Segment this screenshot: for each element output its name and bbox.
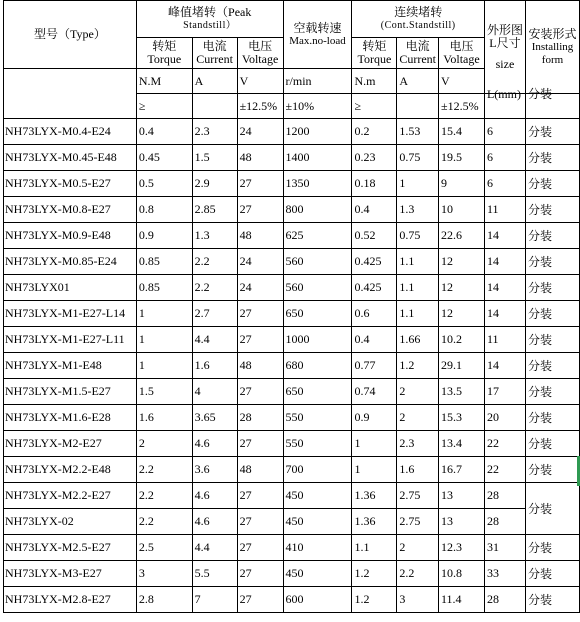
peak-current-cell: 4.6	[192, 483, 237, 509]
installing-form-cell: 分装	[525, 379, 579, 405]
peak-torque-cell: 2.2	[136, 457, 192, 483]
installing-form-condition: 分装	[525, 82, 579, 107]
cont-voltage-cell: 12	[439, 249, 485, 275]
cond-blank-cell	[4, 94, 137, 119]
installing-form-cell: 分装	[525, 171, 579, 197]
cont-voltage-tolerance: ±12.5%	[439, 94, 485, 119]
noload-speed-cell: 550	[283, 405, 352, 431]
peak-current-header: 电流 Current	[192, 38, 237, 69]
cont-torque-cell: 0.74	[352, 379, 397, 405]
peak-voltage-cell: 27	[237, 431, 283, 457]
model-cell: NH73LYX-M0.5-E27	[4, 171, 137, 197]
cont-voltage-cell: 19.5	[439, 145, 485, 171]
installing-form-cell: 分装	[525, 275, 579, 301]
installing-form-header: 安装形式 Installing form	[525, 1, 579, 94]
cont-current-cell: 1.1	[397, 301, 439, 327]
cont-voltage-cell: 15.3	[439, 405, 485, 431]
peak-voltage-header: 电压 Voltage	[237, 38, 283, 69]
peak-current-cell: 4	[192, 379, 237, 405]
cont-torque-cell: 1	[352, 431, 397, 457]
peak-voltage-cell: 48	[237, 145, 283, 171]
peak-torque-cell: 2.2	[136, 483, 192, 509]
peak-current-cell: 2.2	[192, 249, 237, 275]
table-row	[4, 457, 580, 483]
noload-speed-header: 空载转速 Max.no-load	[283, 1, 352, 69]
model-cell: NH73LYX-M1-E27-L14	[4, 301, 137, 327]
peak-voltage-tolerance: ±12.5%	[237, 94, 283, 119]
cont-current-cell: 1.6	[397, 457, 439, 483]
peak-torque-cell: 1.6	[136, 405, 192, 431]
cont-torque-cell: 0.77	[352, 353, 397, 379]
noload-speed-cell: 650	[283, 379, 352, 405]
cont-torque-cell: 0.425	[352, 275, 397, 301]
cont-current-cell: 1.66	[397, 327, 439, 353]
table-row	[4, 301, 580, 327]
length-cell: 6	[484, 145, 525, 171]
cont-torque-cell: 0.4	[352, 327, 397, 353]
peak-voltage-cell: 24	[237, 249, 283, 275]
cont-current-cell: 0.75	[397, 145, 439, 171]
installing-form-cell: 分装	[525, 145, 579, 171]
model-cell: NH73LYX-M2.2-E27	[4, 483, 137, 509]
length-cell: 14	[484, 301, 525, 327]
model-cell: NH73LYX-M0.85-E24	[4, 249, 137, 275]
installing-form-cell: 分装	[525, 353, 579, 379]
model-cell: NH73LYX-M2-E27	[4, 431, 137, 457]
dimension-header: 外形图 L尺寸 size	[484, 1, 525, 94]
noload-speed-cell: 550	[283, 431, 352, 457]
cont-current-header: 电流 Current	[397, 38, 439, 69]
cont-current-cell: 1.2	[397, 353, 439, 379]
peak-torque-cell: 0.85	[136, 275, 192, 301]
table-row	[4, 483, 580, 509]
peak-voltage-cell: 24	[237, 119, 283, 145]
cont-voltage-cell: 12	[439, 301, 485, 327]
installing-form-cell: 分装	[525, 535, 579, 561]
cont-voltage-cell: 13.4	[439, 431, 485, 457]
noload-speed-cell: 700	[283, 457, 352, 483]
installing-form-cell: 分装	[525, 457, 579, 483]
cont-voltage-cell: 22.6	[439, 223, 485, 249]
length-cell: 22	[484, 457, 525, 483]
table-row	[4, 509, 580, 535]
installing-form-cell: 分装	[525, 327, 579, 353]
cont-current-cell: 0.75	[397, 223, 439, 249]
noload-speed-cell: 410	[283, 535, 352, 561]
peak-voltage-cell: 27	[237, 483, 283, 509]
length-cell: 14	[484, 223, 525, 249]
peak-current-cell: 3.6	[192, 457, 237, 483]
model-cell: NH73LYX-M2.5-E27	[4, 535, 137, 561]
cont-torque-cell: 1.36	[352, 509, 397, 535]
noload-speed-cell: 450	[283, 509, 352, 535]
peak-torque-cell: 2.5	[136, 535, 192, 561]
cont-torque-cell: 0.23	[352, 145, 397, 171]
cont-torque-header: 转矩 Torque	[352, 38, 397, 69]
installing-form-cell: 分装	[525, 483, 579, 535]
peak-torque-cell: 1	[136, 353, 192, 379]
length-cell: 6	[484, 171, 525, 197]
peak-torque-cell: 0.9	[136, 223, 192, 249]
model-cell: NH73LYX-M2.2-E48	[4, 457, 137, 483]
cont-current-condition	[397, 94, 439, 119]
cont-voltage-cell: 10.8	[439, 561, 485, 587]
noload-speed-cell: 650	[283, 301, 352, 327]
noload-speed-cell: 1000	[283, 327, 352, 353]
cont-voltage-cell: 15.4	[439, 119, 485, 145]
peak-torque-cell: 0.8	[136, 197, 192, 223]
peak-voltage-cell: 27	[237, 197, 283, 223]
cont-torque-cell: 1.1	[352, 535, 397, 561]
installing-form-cell: 分装	[525, 561, 579, 587]
cont-torque-cell: 0.6	[352, 301, 397, 327]
noload-speed-cell: 560	[283, 275, 352, 301]
peak-current-cell: 2.7	[192, 301, 237, 327]
table-row	[4, 275, 580, 301]
cont-torque-condition: ≥	[352, 94, 397, 119]
length-unit: L(mm)	[484, 82, 525, 107]
peak-current-cell: 7	[192, 587, 237, 613]
length-cell: 31	[484, 535, 525, 561]
peak-torque-cell: 0.4	[136, 119, 192, 145]
table-row	[4, 249, 580, 275]
cont-current-cell: 2	[397, 379, 439, 405]
table-row	[4, 379, 580, 405]
installing-form-cell: 分装	[525, 587, 579, 613]
peak-voltage-cell: 48	[237, 223, 283, 249]
peak-voltage-cell: 48	[237, 457, 283, 483]
installing-form-cell: 分装	[525, 197, 579, 223]
cont-voltage-cell: 13.5	[439, 379, 485, 405]
peak-torque-cell: 2	[136, 431, 192, 457]
table-row	[4, 587, 580, 613]
peak-voltage-unit: V	[237, 69, 283, 94]
model-cell: NH73LYX-M2.8-E27	[4, 587, 137, 613]
noload-speed-cell: 800	[283, 197, 352, 223]
cont-current-cell: 2	[397, 535, 439, 561]
cont-current-cell: 1.1	[397, 249, 439, 275]
peak-current-cell: 2.2	[192, 275, 237, 301]
peak-torque-cell: 3	[136, 561, 192, 587]
table-row	[4, 561, 580, 587]
peak-current-cell: 5.5	[192, 561, 237, 587]
cont-voltage-cell: 12.3	[439, 535, 485, 561]
model-cell: NH73LYX-M3-E27	[4, 561, 137, 587]
cont-voltage-unit: V	[439, 69, 485, 94]
peak-voltage-cell: 28	[237, 405, 283, 431]
table-row	[4, 431, 580, 457]
peak-current-cell: 4.6	[192, 509, 237, 535]
cont-torque-cell: 1.2	[352, 587, 397, 613]
motor-spec-table	[3, 0, 580, 613]
peak-torque-cell: 0.45	[136, 145, 192, 171]
peak-current-cell: 2.3	[192, 119, 237, 145]
length-cell: 14	[484, 275, 525, 301]
cont-torque-cell: 1	[352, 457, 397, 483]
cont-current-cell: 2.2	[397, 561, 439, 587]
noload-unit: r/min	[283, 69, 352, 94]
model-cell: NH73LYX-M1.5-E27	[4, 379, 137, 405]
cont-torque-cell: 0.4	[352, 197, 397, 223]
table-row	[4, 145, 580, 171]
peak-torque-cell: 0.5	[136, 171, 192, 197]
model-cell: NH73LYX-M0.8-E27	[4, 197, 137, 223]
peak-torque-cell: 1	[136, 301, 192, 327]
peak-torque-cell: 1	[136, 327, 192, 353]
cont-voltage-cell: 11.4	[439, 587, 485, 613]
model-cell: NH73LYX-M1-E48	[4, 353, 137, 379]
table-row	[4, 223, 580, 249]
noload-speed-cell: 1350	[283, 171, 352, 197]
cont-current-cell: 2.3	[397, 431, 439, 457]
peak-torque-cell: 0.85	[136, 249, 192, 275]
cont-standstill-header: 连续堵转 (Cont.Standstill)	[352, 1, 485, 38]
peak-voltage-cell: 27	[237, 379, 283, 405]
cont-torque-cell: 1.36	[352, 483, 397, 509]
noload-speed-cell: 1200	[283, 119, 352, 145]
peak-current-cell: 4.4	[192, 327, 237, 353]
table-row	[4, 535, 580, 561]
length-cell: 33	[484, 561, 525, 587]
noload-speed-cell: 450	[283, 561, 352, 587]
peak-voltage-cell: 27	[237, 301, 283, 327]
cont-current-cell: 2.75	[397, 509, 439, 535]
length-cell: 22	[484, 431, 525, 457]
model-cell: NH73LYX01	[4, 275, 137, 301]
length-cell: 20	[484, 405, 525, 431]
cont-voltage-cell: 9	[439, 171, 485, 197]
peak-torque-header: 转矩 Torque	[136, 38, 192, 69]
installing-form-cell: 分装	[525, 119, 579, 145]
cont-torque-cell: 0.9	[352, 405, 397, 431]
peak-current-cell: 3.65	[192, 405, 237, 431]
model-column-header: 型号（Type）	[4, 1, 137, 69]
length-cell: 11	[484, 327, 525, 353]
cont-torque-unit: N.m	[352, 69, 397, 94]
cont-torque-cell: 0.2	[352, 119, 397, 145]
cont-current-cell: 1.53	[397, 119, 439, 145]
table-row	[4, 327, 580, 353]
peak-current-unit: A	[192, 69, 237, 94]
length-cell: 28	[484, 587, 525, 613]
installing-form-cell: 分装	[525, 405, 579, 431]
noload-speed-cell: 560	[283, 249, 352, 275]
cont-current-cell: 1.1	[397, 275, 439, 301]
noload-speed-cell: 450	[283, 483, 352, 509]
cont-current-cell: 2.75	[397, 483, 439, 509]
peak-current-cell: 1.3	[192, 223, 237, 249]
model-cell: NH73LYX-M0.45-E48	[4, 145, 137, 171]
cont-voltage-cell: 10	[439, 197, 485, 223]
peak-current-cell: 4.4	[192, 535, 237, 561]
cont-torque-cell: 0.425	[352, 249, 397, 275]
peak-current-cell: 4.6	[192, 431, 237, 457]
length-cell: 28	[484, 509, 525, 535]
peak-current-cell: 2.9	[192, 171, 237, 197]
table-row	[4, 171, 580, 197]
length-cell: 17	[484, 379, 525, 405]
cont-voltage-header: 电压 Voltage	[439, 38, 485, 69]
peak-voltage-cell: 27	[237, 561, 283, 587]
cont-voltage-cell: 12	[439, 275, 485, 301]
peak-torque-cell: 1.5	[136, 379, 192, 405]
cont-current-cell: 1.3	[397, 197, 439, 223]
peak-torque-cell: 2.2	[136, 509, 192, 535]
peak-current-cell: 1.5	[192, 145, 237, 171]
model-cell: NH73LYX-M1-E27-L11	[4, 327, 137, 353]
peak-torque-condition: ≥	[136, 94, 192, 119]
cont-voltage-cell: 29.1	[439, 353, 485, 379]
cont-torque-cell: 0.18	[352, 171, 397, 197]
table-row	[4, 119, 580, 145]
model-cell: NH73LYX-M1.6-E28	[4, 405, 137, 431]
noload-speed-cell: 1400	[283, 145, 352, 171]
length-cell: 28	[484, 483, 525, 509]
peak-voltage-cell: 27	[237, 509, 283, 535]
cont-current-cell: 1	[397, 171, 439, 197]
peak-current-cell: 2.85	[192, 197, 237, 223]
cont-torque-cell: 1.2	[352, 561, 397, 587]
cont-voltage-cell: 13	[439, 483, 485, 509]
spec-rows	[4, 119, 580, 613]
noload-speed-cell: 680	[283, 353, 352, 379]
unit-blank-cell	[4, 69, 137, 94]
noload-speed-cell: 625	[283, 223, 352, 249]
peak-standstill-header: 峰值堵转（Peak Standstill）	[136, 1, 283, 38]
peak-voltage-cell: 27	[237, 587, 283, 613]
cont-voltage-cell: 10.2	[439, 327, 485, 353]
peak-voltage-cell: 48	[237, 353, 283, 379]
length-cell: 11	[484, 197, 525, 223]
installing-form-cell: 分装	[525, 431, 579, 457]
noload-speed-cell: 600	[283, 587, 352, 613]
cont-torque-cell: 0.52	[352, 223, 397, 249]
peak-voltage-cell: 27	[237, 535, 283, 561]
length-cell: 14	[484, 249, 525, 275]
cont-current-unit: A	[397, 69, 439, 94]
peak-voltage-cell: 27	[237, 171, 283, 197]
installing-form-cell: 分装	[525, 223, 579, 249]
cont-current-cell: 3	[397, 587, 439, 613]
cont-current-cell: 2	[397, 405, 439, 431]
table-row	[4, 405, 580, 431]
peak-current-cell: 1.6	[192, 353, 237, 379]
peak-voltage-cell: 24	[237, 275, 283, 301]
model-cell: NH73LYX-02	[4, 509, 137, 535]
model-cell: NH73LYX-M0.4-E24	[4, 119, 137, 145]
table-row	[4, 197, 580, 223]
noload-tolerance: ±10%	[283, 94, 352, 119]
cont-voltage-cell: 13	[439, 509, 485, 535]
peak-torque-unit: N.M	[136, 69, 192, 94]
installing-form-cell: 分装	[525, 301, 579, 327]
peak-voltage-cell: 27	[237, 327, 283, 353]
cont-voltage-cell: 16.7	[439, 457, 485, 483]
installing-form-cell: 分装	[525, 249, 579, 275]
length-cell: 6	[484, 119, 525, 145]
peak-current-condition	[192, 94, 237, 119]
table-row	[4, 353, 580, 379]
peak-torque-cell: 2.8	[136, 587, 192, 613]
model-cell: NH73LYX-M0.9-E48	[4, 223, 137, 249]
length-cell: 14	[484, 353, 525, 379]
